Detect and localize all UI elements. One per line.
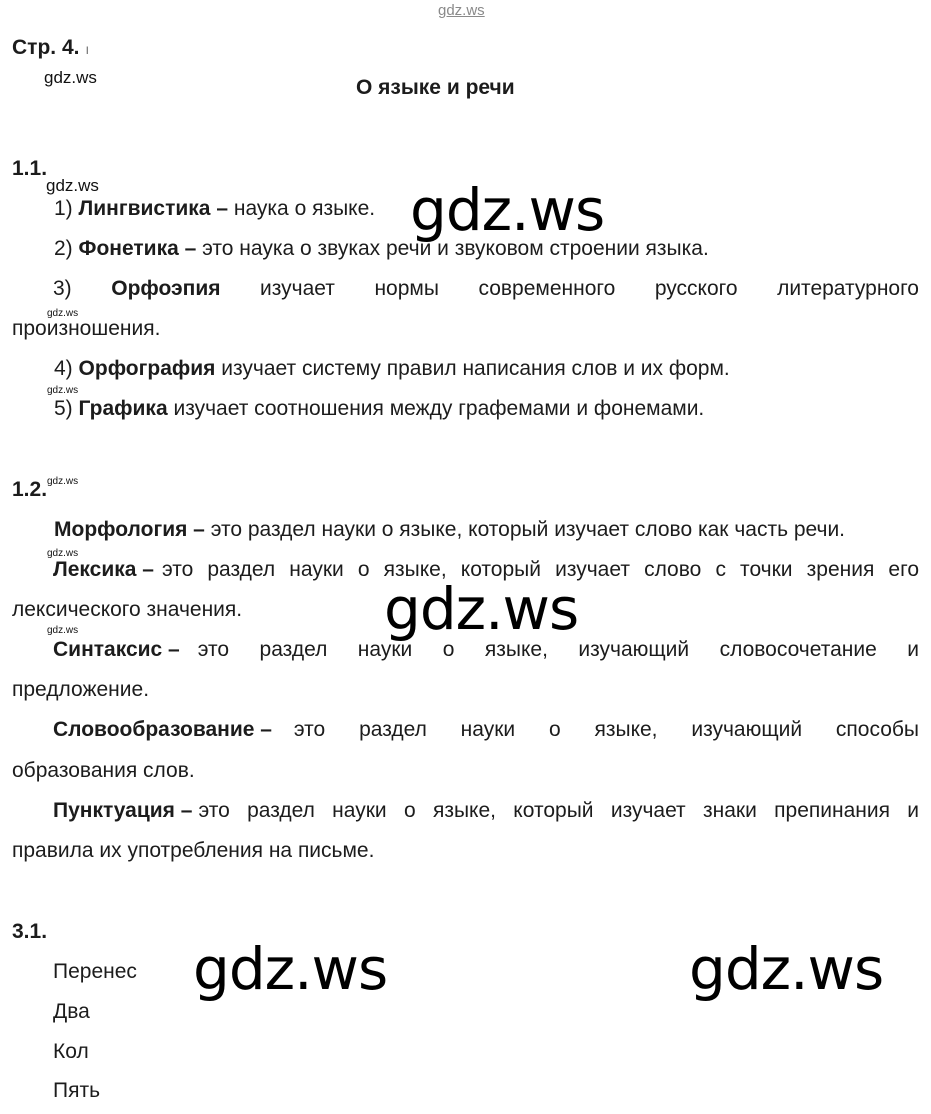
definition-continuation: образования слов. (12, 759, 195, 782)
list-item: 3) Орфоэпия изучает нормы современного русского литературного (53, 277, 919, 300)
definition-continuation: предложение. (12, 678, 150, 701)
watermark-large: gdz.ws (410, 176, 605, 244)
term: Графика (78, 397, 168, 420)
watermark-large: gdz.ws (193, 935, 388, 1003)
definition: Пунктуация – это раздел науки о языке, который изучает знаки препинания и (53, 799, 919, 822)
definition: Словообразование – это раздел науки о языке, изучающий способы (53, 718, 919, 741)
watermark-tiny: gdz.ws (47, 385, 79, 396)
term: Синтаксис – (53, 638, 180, 661)
term: Лексика – (53, 558, 154, 581)
definition: Лексика – это раздел науки о языке, который изучает слово с точки зрения его (53, 558, 919, 581)
watermark-tiny: gdz.ws (47, 625, 79, 636)
watermark-large: gdz.ws (384, 575, 579, 643)
list-item: 1) Лингвистика – наука о языке. (54, 197, 376, 220)
page-mark: ı (85, 41, 90, 57)
watermark-small: gdz.ws (44, 68, 97, 87)
watermark-tiny: gdz.ws (47, 548, 79, 559)
list-item: 4) Орфография изучает систему правил написания слов и их форм. (54, 357, 730, 380)
term: Морфология – (54, 518, 205, 541)
term: Орфоэпия (111, 277, 221, 300)
term: Словообразование – (53, 718, 272, 741)
watermark-top[interactable]: gdz.ws (438, 2, 485, 19)
page-label: Стр. 4. (12, 36, 80, 59)
term: Орфография (78, 357, 216, 380)
page-number (12, 36, 89, 61)
watermark-large: gdz.ws (689, 935, 884, 1003)
word-item: Два (53, 1000, 90, 1023)
word-item: Кол (53, 1040, 89, 1063)
watermark-tiny: gdz.ws (47, 308, 79, 319)
page-title: О языке и речи (356, 76, 515, 99)
list-item: 2) Фонетика – это наука о звуках речи и звуковом строении языка. (54, 237, 709, 260)
word-item: Перенес (53, 960, 137, 983)
definition-continuation: правила их употребления на письме. (12, 839, 375, 862)
word-item: Пять (53, 1079, 101, 1102)
watermark-tiny: gdz.ws (47, 476, 79, 487)
definition: Морфология – это раздел науки о языке, который изучает слово как часть речи. (54, 518, 846, 541)
term: Пунктуация – (53, 799, 193, 822)
section-number: 1.1. (12, 157, 48, 180)
list-item-continuation: произношения. (12, 317, 161, 340)
term: Фонетика – (78, 237, 197, 260)
definition-continuation: лексического значения. (12, 598, 243, 621)
section-number: 3.1. (12, 920, 48, 943)
section-number: 1.2. (12, 478, 48, 501)
definition: Синтаксис – это раздел науки о языке, изучающий словосочетание и (53, 638, 919, 661)
watermark-small: gdz.ws (46, 176, 99, 195)
list-item: 5) Графика изучает соотношения между графемами и фонемами. (54, 397, 705, 420)
term: Лингвистика – (78, 197, 229, 220)
